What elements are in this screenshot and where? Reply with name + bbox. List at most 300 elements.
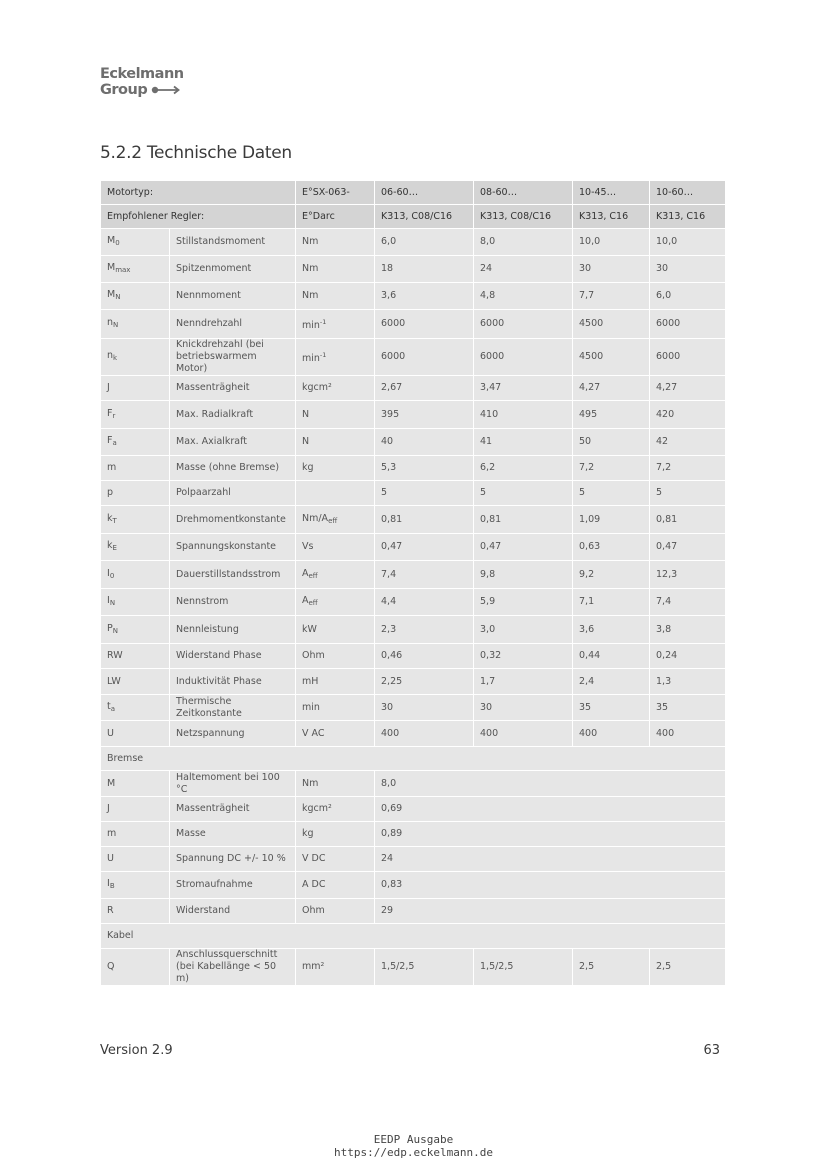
param-symbol-text: LW (107, 675, 121, 687)
param-symbol (101, 797, 170, 822)
param-unit-text: V AC (302, 727, 325, 739)
value-col-4 (650, 310, 726, 339)
value-col-4 (650, 401, 726, 429)
brake-value (375, 822, 726, 847)
value-col-3-text: 10,0 (579, 236, 601, 247)
value-col-4 (650, 376, 726, 401)
value-col-3 (573, 589, 650, 616)
motor-row (101, 456, 726, 481)
value-col-2-text: 6000 (480, 318, 505, 329)
value-col-3 (573, 256, 650, 283)
value-col-2-text: 1,5/2,5 (480, 961, 514, 972)
param-description (170, 616, 296, 644)
brake-row (101, 872, 726, 899)
param-description-text: Drehmomentkonstante (176, 513, 286, 525)
value-col-2 (474, 456, 573, 481)
edition-note (0, 1133, 827, 1159)
param-description-text: Massenträgheit (176, 382, 250, 393)
header-prefix-text: E°SX-063- (302, 186, 350, 198)
value-col-3-text: 400 (579, 727, 598, 739)
param-symbol-subscript: k (113, 354, 118, 362)
motor-row (101, 401, 726, 429)
value-col-2-text: 6000 (480, 351, 505, 362)
header-prefix-text: E°Darc (302, 210, 335, 222)
param-symbol (101, 456, 170, 481)
header-col-2-text: K313, C08/C16 (480, 210, 552, 222)
param-unit-text: A (302, 567, 309, 579)
value-col-1 (375, 429, 474, 456)
value-col-2-text: 0,47 (480, 541, 502, 552)
value-col-1-text: 2,25 (381, 675, 403, 687)
param-symbol (101, 283, 170, 310)
brake-row (101, 822, 726, 847)
value-col-2-text: 1,7 (480, 675, 496, 687)
company-logo (100, 66, 184, 98)
value-col-2-text: 24 (480, 263, 493, 274)
param-symbol-text: U (107, 853, 114, 864)
param-unit-text: mm² (302, 961, 325, 972)
value-col-3 (573, 310, 650, 339)
value-col-1 (375, 589, 474, 616)
param-symbol-text: n (107, 317, 114, 328)
value-col-1-text: 6,0 (381, 236, 397, 247)
section-label-brake-text: Bremse (107, 752, 144, 764)
brake-value-text: 29 (381, 905, 394, 916)
value-col-3 (573, 339, 650, 376)
param-description-text: Thermische Zeitkonstante (176, 695, 242, 719)
param-description (170, 339, 296, 376)
param-unit (296, 506, 375, 534)
motor-row (101, 429, 726, 456)
value-col-3 (573, 561, 650, 589)
param-symbol (101, 589, 170, 616)
logo-text-line2: Group (100, 82, 148, 98)
value-col-2 (474, 949, 573, 986)
value-col-2-text: 6,2 (480, 462, 496, 473)
param-symbol-subscript: 0 (115, 239, 120, 247)
header-col-3 (573, 205, 650, 229)
footer-version: Version 2.9 (100, 1043, 173, 1058)
param-symbol-text: R (107, 905, 114, 916)
param-symbol-subscript: B (109, 882, 115, 890)
param-unit-superscript: -1 (319, 318, 327, 326)
param-symbol (101, 644, 170, 669)
param-symbol-subscript: N (109, 599, 116, 607)
value-col-2 (474, 229, 573, 256)
value-col-3-text: 7,7 (579, 290, 595, 301)
value-col-4 (650, 644, 726, 669)
param-symbol-subscript: r (112, 411, 116, 420)
section-label-brake (101, 747, 726, 771)
value-col-4-text: 42 (656, 436, 669, 447)
value-col-1-text: 3,6 (381, 290, 397, 301)
value-col-2-text: 0,81 (480, 513, 502, 525)
value-col-4 (650, 339, 726, 376)
param-unit (296, 339, 375, 376)
param-unit (296, 695, 375, 721)
param-symbol (101, 771, 170, 797)
brake-row (101, 771, 726, 797)
motor-row (101, 534, 726, 561)
param-unit-text: kg (302, 462, 314, 473)
value-col-4 (650, 534, 726, 561)
value-col-4-text: 0,47 (656, 541, 678, 552)
motor-row (101, 695, 726, 721)
param-symbol-text: F (107, 407, 113, 419)
value-col-4 (650, 229, 726, 256)
value-col-3-text: 9,2 (579, 568, 595, 580)
param-description-text: Widerstand (176, 905, 231, 916)
param-symbol-text: Q (107, 961, 115, 972)
value-col-3 (573, 456, 650, 481)
value-col-4-text: 12,3 (656, 568, 678, 580)
param-unit-text: kgcm² (302, 803, 332, 814)
value-col-1-text: 395 (381, 408, 400, 420)
param-description-text: Masse (ohne Bremse) (176, 462, 280, 473)
param-unit-text: Nm/A (302, 512, 329, 524)
value-col-2 (474, 310, 573, 339)
value-col-4-text: 400 (656, 727, 675, 739)
value-col-3 (573, 283, 650, 310)
param-symbol-text: p (107, 487, 114, 498)
param-description-text: Max. Axialkraft (176, 436, 248, 447)
param-description-text: Masse (176, 828, 206, 839)
param-unit (296, 256, 375, 283)
value-col-3 (573, 506, 650, 534)
value-col-1 (375, 949, 474, 986)
param-symbol (101, 721, 170, 747)
header-col-2-text: 08-60… (480, 186, 518, 198)
header-label (101, 205, 296, 229)
param-unit (296, 771, 375, 797)
value-col-1-text: 0,81 (381, 513, 403, 525)
param-symbol-text: U (107, 727, 114, 739)
technical-data-table (100, 180, 726, 986)
value-col-3 (573, 429, 650, 456)
value-col-4 (650, 589, 726, 616)
brake-value-text: 24 (381, 853, 394, 864)
param-symbol-text: m (107, 828, 117, 839)
header-col-3 (573, 181, 650, 205)
param-unit (296, 847, 375, 872)
param-symbol-subscript: 0 (109, 571, 115, 580)
param-unit (296, 797, 375, 822)
motor-row (101, 616, 726, 644)
param-unit-text: V DC (302, 853, 326, 864)
value-col-1 (375, 401, 474, 429)
value-col-4 (650, 506, 726, 534)
header-prefix (296, 205, 375, 229)
value-col-4-text: 6000 (656, 318, 681, 329)
value-col-4 (650, 669, 726, 695)
param-symbol-text: I (107, 595, 110, 606)
value-col-4-text: 5 (656, 487, 663, 498)
param-unit-text: mH (302, 675, 319, 687)
param-unit-text: A (302, 595, 309, 606)
value-col-4 (650, 616, 726, 644)
value-col-3 (573, 616, 650, 644)
param-symbol-subscript: T (112, 516, 117, 525)
param-unit-text: Nm (302, 290, 319, 301)
value-col-2-text: 3,47 (480, 382, 502, 393)
value-col-3-text: 4,27 (579, 382, 601, 393)
value-col-2 (474, 401, 573, 429)
value-col-1-text: 2,67 (381, 382, 403, 393)
value-col-1-text: 40 (381, 436, 394, 447)
param-description-text: Haltemoment bei 100 °C (176, 771, 280, 795)
value-col-2-text: 9,8 (480, 568, 496, 580)
header-col-3-text: K313, C16 (579, 210, 629, 222)
param-unit-text: kg (302, 828, 314, 839)
param-symbol-subscript: N (115, 293, 121, 301)
motor-row (101, 283, 726, 310)
param-description-text: Nennmoment (176, 290, 241, 301)
param-symbol-subscript: a (110, 704, 116, 713)
param-description (170, 589, 296, 616)
param-description-text: Anschlussquerschnitt (bei Kabellänge < 50 m) (176, 949, 278, 984)
value-col-1-text: 0,46 (381, 650, 403, 661)
value-col-1 (375, 456, 474, 481)
param-description (170, 899, 296, 924)
param-unit-text: min (302, 320, 320, 331)
value-col-4-text: 0,81 (656, 513, 678, 525)
brake-value (375, 847, 726, 872)
edition-label: EEDP Ausgabe (373, 1133, 454, 1146)
param-description (170, 771, 296, 797)
param-description (170, 797, 296, 822)
motor-row (101, 589, 726, 616)
value-col-1 (375, 376, 474, 401)
param-unit-text: N (302, 408, 310, 420)
value-col-3 (573, 401, 650, 429)
header-label (101, 181, 296, 205)
param-symbol-text: k (107, 512, 113, 524)
value-col-4-text: 35 (656, 701, 669, 713)
param-unit-text: Ohm (302, 650, 325, 661)
param-symbol (101, 429, 170, 456)
param-unit-text: Nm (302, 236, 319, 247)
param-unit-text: Nm (302, 777, 319, 789)
param-symbol-text: M (107, 289, 116, 300)
param-symbol (101, 872, 170, 899)
param-description (170, 376, 296, 401)
param-symbol (101, 669, 170, 695)
param-symbol (101, 481, 170, 506)
section-row (101, 924, 726, 949)
param-description-text: Nenndrehzahl (176, 318, 243, 329)
brake-value-text: 0,89 (381, 828, 403, 839)
value-col-2 (474, 376, 573, 401)
value-col-3-text: 4500 (579, 351, 604, 362)
value-col-1-text: 1,5/2,5 (381, 961, 415, 972)
value-col-1 (375, 339, 474, 376)
param-symbol (101, 339, 170, 376)
value-col-3-text: 1,09 (579, 513, 601, 525)
param-symbol-text: M (107, 235, 116, 246)
value-col-1-text: 5,3 (381, 462, 397, 473)
brake-value (375, 872, 726, 899)
value-col-4 (650, 949, 726, 986)
param-symbol-text: M (107, 777, 116, 789)
param-unit (296, 376, 375, 401)
param-symbol-subscript: a (112, 439, 117, 447)
value-col-4 (650, 561, 726, 589)
param-symbol-text: F (107, 435, 113, 446)
param-unit-text: Nm (302, 263, 319, 274)
value-col-4 (650, 721, 726, 747)
value-col-4 (650, 256, 726, 283)
header-row (101, 181, 726, 205)
param-symbol-text: RW (107, 650, 123, 661)
param-description (170, 401, 296, 429)
value-col-4-text: 1,3 (656, 675, 672, 687)
brake-row (101, 797, 726, 822)
logo-arrow-icon (151, 85, 181, 95)
param-unit-text: min (302, 353, 320, 364)
value-col-1 (375, 721, 474, 747)
param-symbol (101, 401, 170, 429)
param-symbol (101, 561, 170, 589)
param-description (170, 456, 296, 481)
param-description (170, 822, 296, 847)
param-symbol-subscript: N (113, 321, 119, 329)
param-symbol (101, 695, 170, 721)
param-unit (296, 616, 375, 644)
value-col-1-text: 0,47 (381, 541, 403, 552)
param-description (170, 229, 296, 256)
value-col-4 (650, 283, 726, 310)
param-symbol (101, 847, 170, 872)
value-col-2-text: 5,9 (480, 596, 496, 607)
param-unit (296, 310, 375, 339)
value-col-3-text: 4500 (579, 318, 604, 329)
param-unit-text: A DC (302, 879, 326, 890)
value-col-2 (474, 669, 573, 695)
value-col-1-text: 7,4 (381, 568, 397, 580)
value-col-1 (375, 695, 474, 721)
value-col-2-text: 41 (480, 436, 493, 447)
param-unit-text: kW (302, 623, 317, 635)
motor-row (101, 376, 726, 401)
brake-value (375, 899, 726, 924)
value-col-4-text: 0,24 (656, 650, 678, 661)
footer-page-number: 63 (703, 1043, 720, 1058)
value-col-3-text: 5 (579, 487, 586, 498)
section-label-cable (101, 924, 726, 949)
param-unit-text: Vs (302, 541, 314, 552)
param-symbol-text: t (107, 700, 111, 712)
value-col-4-text: 7,2 (656, 462, 672, 473)
value-col-1-text: 30 (381, 701, 394, 713)
value-col-1-text: 5 (381, 487, 388, 498)
param-symbol-text: I (107, 878, 110, 889)
param-symbol-text: J (107, 803, 110, 814)
param-description (170, 534, 296, 561)
param-description (170, 310, 296, 339)
value-col-3-text: 2,5 (579, 961, 595, 972)
value-col-4-text: 3,8 (656, 623, 672, 635)
value-col-2 (474, 721, 573, 747)
value-col-3 (573, 534, 650, 561)
param-description (170, 949, 296, 986)
value-col-1 (375, 561, 474, 589)
value-col-3 (573, 481, 650, 506)
param-symbol-text: k (107, 540, 113, 551)
value-col-2 (474, 481, 573, 506)
param-description (170, 721, 296, 747)
param-symbol-subscript: E (112, 544, 117, 552)
param-description (170, 644, 296, 669)
param-unit (296, 561, 375, 589)
value-col-1 (375, 256, 474, 283)
motor-row (101, 721, 726, 747)
value-col-2 (474, 644, 573, 669)
header-col-1 (375, 181, 474, 205)
param-symbol (101, 229, 170, 256)
value-col-3-text: 7,1 (579, 596, 595, 607)
value-col-1 (375, 534, 474, 561)
param-description-text: Nennstrom (176, 596, 229, 607)
param-symbol-text: m (107, 462, 117, 473)
value-col-2 (474, 506, 573, 534)
param-unit (296, 669, 375, 695)
header-col-1-text: K313, C08/C16 (381, 210, 453, 222)
value-col-4-text: 10,0 (656, 236, 678, 247)
param-symbol (101, 534, 170, 561)
param-description (170, 695, 296, 721)
value-col-3 (573, 949, 650, 986)
section-title: 5.2.2 Technische Daten (100, 143, 292, 163)
brake-value (375, 771, 726, 797)
value-col-3-text: 3,6 (579, 623, 595, 635)
header-col-4 (650, 181, 726, 205)
motor-row (101, 644, 726, 669)
value-col-1-text: 6000 (381, 318, 406, 329)
param-unit (296, 949, 375, 986)
value-col-4-text: 420 (656, 408, 675, 420)
value-col-4-text: 7,4 (656, 596, 672, 607)
param-unit-subscript: eff (308, 571, 318, 580)
value-col-3-text: 50 (579, 436, 592, 447)
param-unit (296, 899, 375, 924)
value-col-2 (474, 589, 573, 616)
param-description (170, 283, 296, 310)
value-col-2 (474, 339, 573, 376)
param-unit (296, 721, 375, 747)
param-symbol-subscript: max (115, 266, 131, 274)
value-col-4 (650, 481, 726, 506)
section-row (101, 747, 726, 771)
header-col-1 (375, 205, 474, 229)
param-description-text: Stromaufnahme (176, 879, 253, 890)
param-description-text: Knickdrehzahl (bei betriebswarmem Motor) (176, 339, 264, 374)
param-unit-subscript: eff (328, 516, 338, 525)
value-col-3 (573, 229, 650, 256)
header-col-4-text: K313, C16 (656, 210, 706, 222)
motor-row (101, 506, 726, 534)
value-col-1 (375, 229, 474, 256)
edition-url: https://edp.eckelmann.de (334, 1146, 493, 1159)
value-col-1 (375, 616, 474, 644)
param-symbol-text: n (107, 350, 114, 361)
brake-value (375, 797, 726, 822)
param-unit-subscript: eff (308, 599, 318, 607)
brake-row (101, 847, 726, 872)
param-symbol (101, 899, 170, 924)
param-unit (296, 822, 375, 847)
value-col-1-text: 400 (381, 727, 400, 739)
value-col-1-text: 2,3 (381, 623, 397, 635)
